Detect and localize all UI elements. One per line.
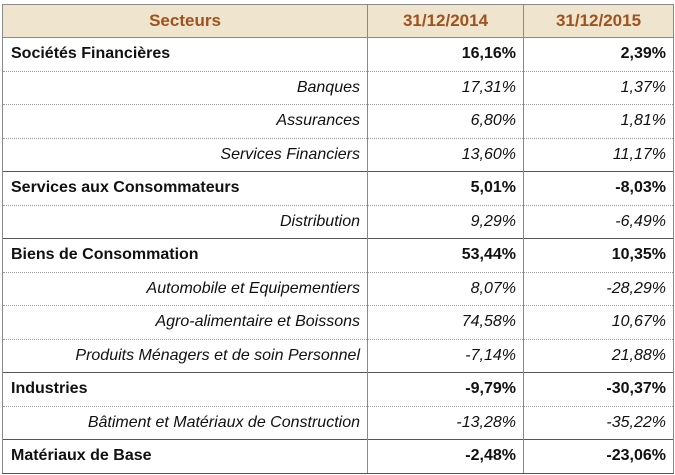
sector-label: Bâtiment et Matériaux de Construction	[3, 406, 368, 440]
value-2014: 16,16%	[368, 38, 524, 72]
header-2014: 31/12/2014	[368, 5, 524, 38]
subsector-row	[3, 138, 674, 172]
subsector-row	[3, 105, 674, 139]
value-2014: -9,79%	[368, 373, 524, 407]
sector-label: Industries	[3, 373, 368, 407]
sector-group-row	[3, 38, 674, 72]
sector-group-row	[3, 373, 674, 407]
subsector-row	[3, 406, 674, 440]
sector-label: Distribution	[3, 205, 368, 239]
subsector-row	[3, 205, 674, 239]
table-body	[3, 38, 674, 474]
sector-label: Biens de Consommation	[3, 239, 368, 273]
header-sector: Secteurs	[3, 5, 368, 38]
subsector-row	[3, 272, 674, 306]
value-2015: -8,03%	[524, 172, 674, 206]
value-2015: -30,37%	[524, 373, 674, 407]
sector-label: Assurances	[3, 105, 368, 139]
value-2015: -35,22%	[524, 406, 674, 440]
header-row	[3, 5, 674, 38]
value-2014: -2,48%	[368, 440, 524, 474]
sector-performance-table	[2, 4, 674, 474]
value-2015: 1,37%	[524, 71, 674, 105]
sector-label: Produits Ménagers et de soin Personnel	[3, 339, 368, 373]
sector-group-row	[3, 172, 674, 206]
sector-label: Sociétés Financières	[3, 38, 368, 72]
value-2015: 21,88%	[524, 339, 674, 373]
subsector-row	[3, 339, 674, 373]
value-2014: 6,80%	[368, 105, 524, 139]
sector-label: Automobile et Equipementiers	[3, 272, 368, 306]
sector-label: Matériaux de Base	[3, 440, 368, 474]
header-2015: 31/12/2015	[524, 5, 674, 38]
value-2014: -13,28%	[368, 406, 524, 440]
value-2015: 11,17%	[524, 138, 674, 172]
sector-group-row	[3, 440, 674, 474]
value-2014: -7,14%	[368, 339, 524, 373]
value-2014: 17,31%	[368, 71, 524, 105]
value-2015: -23,06%	[524, 440, 674, 474]
value-2015: 10,67%	[524, 306, 674, 340]
value-2015: 2,39%	[524, 38, 674, 72]
value-2014: 53,44%	[368, 239, 524, 273]
sector-label: Banques	[3, 71, 368, 105]
value-2014: 5,01%	[368, 172, 524, 206]
sector-label: Services aux Consommateurs	[3, 172, 368, 206]
sector-group-row	[3, 239, 674, 273]
sector-label: Agro-alimentaire et Boissons	[3, 306, 368, 340]
value-2015: -6,49%	[524, 205, 674, 239]
value-2014: 13,60%	[368, 138, 524, 172]
value-2015: 1,81%	[524, 105, 674, 139]
value-2015: 10,35%	[524, 239, 674, 273]
subsector-row	[3, 306, 674, 340]
subsector-row	[3, 71, 674, 105]
value-2015: -28,29%	[524, 272, 674, 306]
value-2014: 9,29%	[368, 205, 524, 239]
value-2014: 74,58%	[368, 306, 524, 340]
sector-label: Services Financiers	[3, 138, 368, 172]
value-2014: 8,07%	[368, 272, 524, 306]
